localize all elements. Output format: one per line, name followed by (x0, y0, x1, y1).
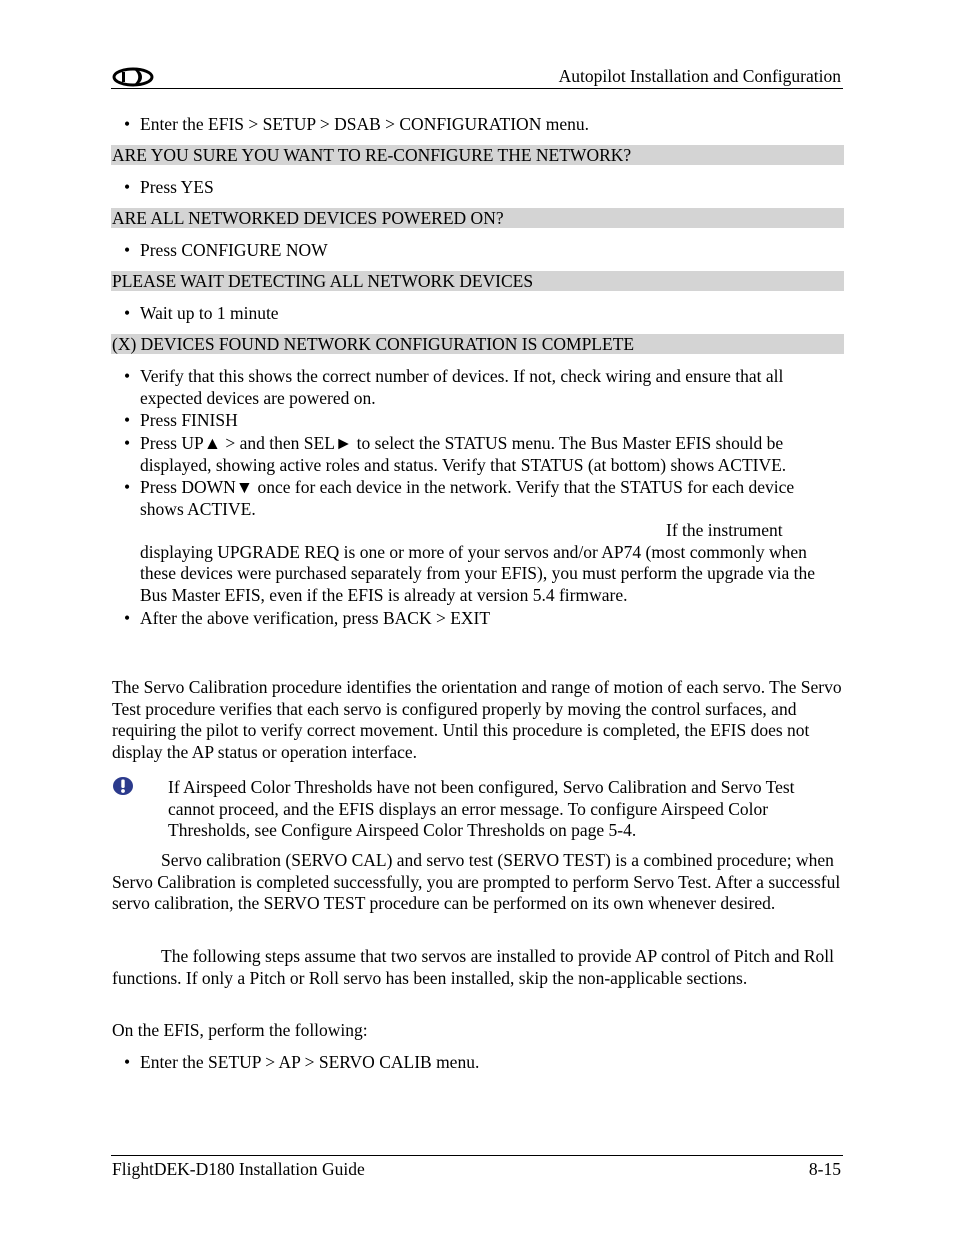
list-item: • Enter the SETUP > AP > SERVO CALIB menu. (124, 1052, 480, 1072)
list-item: • Press CONFIGURE NOW (124, 240, 328, 260)
screen-prompt-bar: ARE ALL NETWORKED DEVICES POWERED ON? (111, 208, 844, 228)
list-item: • Press UP▲ > and then SEL► to select the STATUS menu. The Bus Master EFIS should be displayed, showing active roles and status. Verify that STATUS (at bottom) shows ACTIVE. (124, 433, 787, 475)
down-arrow-icon: ▼ (235, 477, 254, 497)
caution-note: If Airspeed Color Thresholds have not been configured, Servo Calibration and Servo Test cannot proceed, and the EFIS displays an error message. To configure Airspeed Color Thresholds, see Configure Airspeed Color Thresholds on page 5-4. (168, 777, 795, 840)
upgrade-note: If the instrument (666, 520, 783, 540)
page-footer (111, 1155, 843, 1179)
list-item: • Press YES (124, 177, 214, 197)
list-item: • Enter the EFIS > SETUP > DSAB > CONFIGURATION menu. (124, 114, 589, 134)
paragraph: The Servo Calibration procedure identifies the orientation and range of motion of each servo. The Servo Test procedure verifies that each servo is configured properly by moving the control surfaces, and requiring the pilot to verify correct movement. Until this procedure is completed, the EFIS does not display the AP status or operation interface. (112, 677, 842, 762)
paragraph: On the EFIS, perform the following: (112, 1020, 368, 1040)
screen-prompt-bar: (X) DEVICES FOUND NETWORK CONFIGURATION IS COMPLETE (111, 334, 844, 354)
list-item: • After the above verification, press BACK > EXIT (124, 608, 491, 628)
list-item: • Press FINISH (124, 410, 238, 430)
footer-title: FlightDEK-D180 Installation Guide (112, 1159, 365, 1179)
caution-icon (112, 776, 134, 796)
page-number: 8-15 (808, 1159, 841, 1179)
up-arrow-icon: ▲ (203, 433, 222, 453)
list-item: • Wait up to 1 minute (124, 303, 279, 323)
page-header (111, 64, 843, 89)
dynon-logo-icon (111, 66, 155, 88)
paragraph: Servo calibration (SERVO CAL) and servo test (SERVO TEST) is a combined procedure; when Servo Calibration is completed successfully, you are prompted to perform Servo Test. After a successful servo calibration, the SERVO TEST procedure can be performed on its own whenever desired. (112, 850, 841, 913)
screen-prompt-bar: ARE YOU SURE YOU WANT TO RE-CONFIGURE THE NETWORK? (111, 145, 844, 165)
list-item: • Verify that this shows the correct number of devices. If not, check wiring and ensure that all expected devices are powered on. (124, 366, 784, 408)
screen-prompt-bar: PLEASE WAIT DETECTING ALL NETWORK DEVICES (111, 271, 844, 291)
header-title: Autopilot Installation and Configuration (558, 66, 841, 86)
list-item: • Press DOWN▼ once for each device in the network. Verify that the STATUS for each device shows ACTIVE. If the instrument displaying UPGRADE REQ is one or more of your servos and/or AP74 (most commonly when these devices were purchased separately from your EFIS), you must perform the upgrade via the Bus Master EFIS, even if the EFIS is already at version 5.4 firmware. (111, 477, 841, 606)
right-arrow-icon: ► (334, 433, 353, 453)
paragraph: The following steps assume that two servos are installed to provide AP control of Pitch and Roll functions. If only a Pitch or Roll servo has been installed, skip the non-applicable sections. (112, 946, 834, 988)
upgrade-note-continued: displaying UPGRADE REQ is one or more of your servos and/or AP74 (most commonly when these devices were purchased separately from your EFIS), you must perform the upgrade via the Bus Master EFIS, even if the EFIS is already at version 5.4 firmware. (140, 541, 815, 605)
